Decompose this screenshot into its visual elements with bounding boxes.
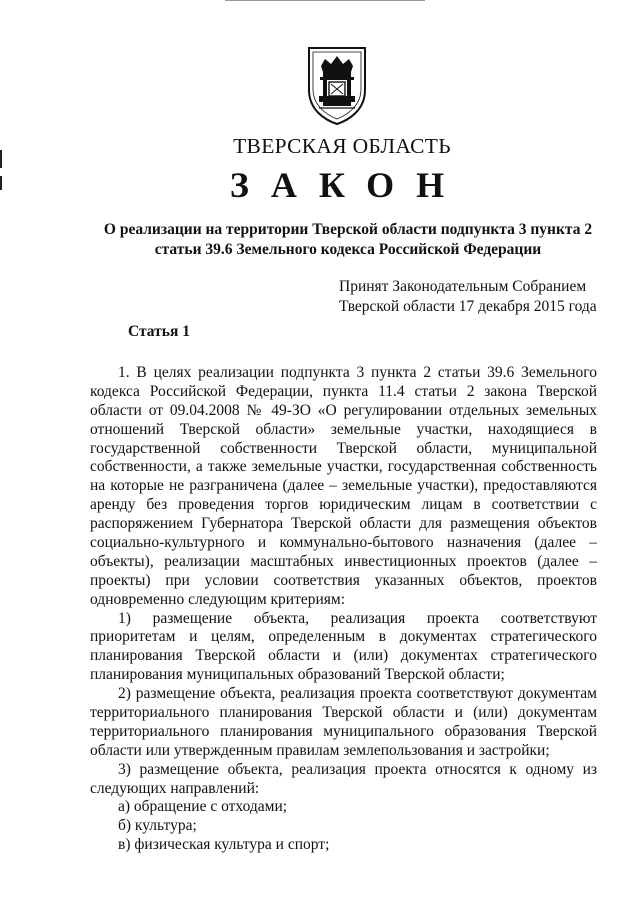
article-body: [90, 364, 597, 855]
law-title-line: О реализации на территории Тверской области подпункта 3 пункта 2: [103, 221, 593, 238]
article-heading: Статья 1: [128, 323, 190, 340]
text-line: проекты) при условии соответствия указанных объектов, проектов: [90, 571, 597, 589]
text-line: приоритетам и целям, определенным в документах стратегического: [90, 628, 597, 646]
text-line: 1. В целях реализации подпункта 3 пункта 2 статьи 39.6 Земельного: [118, 364, 597, 381]
text-line: собственности, а также земельные участки, государственная собственность: [90, 458, 597, 476]
region-name: ТВЕРСКАЯ ОБЛАСТЬ: [233, 134, 451, 158]
text-line: аренду без проведения торгов юридическим лицам в соответствии с: [90, 496, 597, 514]
text-line: распоряжением Губернатора Тверской области для размещения объектов: [90, 515, 597, 533]
text-line: территориального планирования муниципального образования Тверской: [90, 722, 597, 740]
adoption-line: Принят Законодательным Собранием: [339, 278, 587, 295]
text-line: объекты), реализации масштабных инвестиционных проектов (далее –: [90, 552, 597, 570]
text-line: б) культура;: [118, 817, 197, 835]
text-line: в) физическая культура и спорт;: [118, 836, 330, 854]
text-line: территориального планирования Тверской области и (или) документам: [90, 704, 597, 722]
law-title: [100, 220, 596, 260]
text-line: области или утвержденным правилам землепользования и застройки;: [90, 741, 550, 759]
text-line: следующих направлений:: [90, 779, 260, 797]
coat-of-arms-emblem: [305, 44, 369, 126]
text-line: социально-культурного и коммунально-бытового назначения (далее –: [90, 534, 597, 552]
law-title-line: статьи 39.6 Земельного кодекса Российской Федерации: [154, 241, 542, 258]
text-line: на которые не разграничена (далее – земельные участки), предоставляются: [90, 477, 597, 495]
text-line: одновременно следующим критериям:: [90, 590, 346, 608]
document-type: ЗАКОН: [229, 165, 467, 205]
text-line: кодекса Российской Федерации, пункта 11.4 статьи 2 закона Тверской: [90, 382, 597, 400]
adoption-note: [339, 277, 609, 317]
text-line: а) обращение с отходами;: [118, 798, 288, 816]
text-line: планирования муниципальных образований Тверской области;: [90, 666, 505, 684]
text-line: 3) размещение объекта, реализация проекта относятся к одному из: [118, 760, 597, 778]
text-line: области от 09.04.2008 № 49-ЗО «О регулировании отдельных земельных: [90, 401, 597, 419]
text-line: отношений Тверской области» земельные участки, находящиеся в: [90, 420, 597, 438]
adoption-line: Тверской области 17 декабря 2015 года: [339, 298, 597, 315]
scan-edge: [225, 0, 425, 1]
text-line: планирования Тверской области и (или) документах стратегического: [90, 647, 597, 665]
text-line: 1) размещение объекта, реализация проекта соответствуют: [118, 609, 597, 627]
text-line: 2) размещение объекта, реализация проекта соответствуют документам: [118, 685, 597, 703]
text-line: государственной собственности Тверской области, муниципальной: [90, 439, 597, 457]
